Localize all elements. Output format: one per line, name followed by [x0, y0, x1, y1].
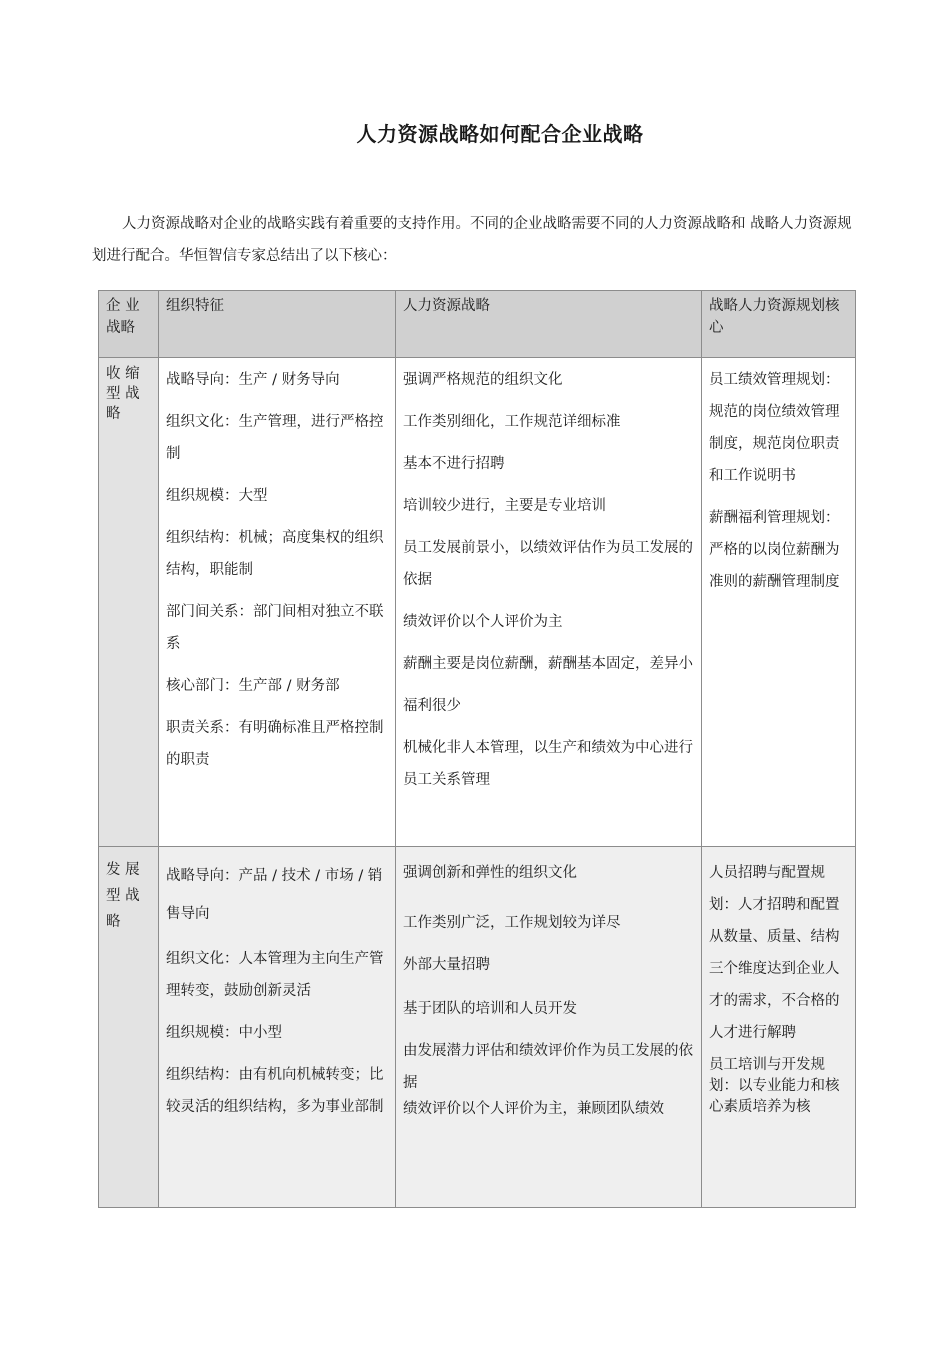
core-item: 人员招聘与配置规划：人才招聘和配置从数量、质量、结构三个维度达到企业人才的需求，不合格的人才进行解聘: [709, 865, 840, 1041]
hr-item: 员工发展前景小，以绩效评估作为员工发展的依据: [403, 540, 693, 588]
feature-item: 组织规模：大型: [166, 488, 268, 504]
hr-item: 基本不进行招聘: [403, 456, 505, 472]
hr-item: 基于团队的培训和人员开发: [403, 1001, 577, 1017]
feature-item: 组织文化：生产管理，进行严格控制: [166, 414, 384, 462]
strategy-name: 发 展 型 战 略: [99, 847, 159, 1208]
hr-item: 绩效评价以个人评价为主，兼顾团队绩效: [403, 1101, 664, 1117]
header-corporate-strategy: 企 业 战略: [99, 291, 159, 358]
hr-item: 工作类别广泛，工作规划较为详尽: [403, 915, 621, 931]
hr-item: 薪酬主要是岗位薪酬，薪酬基本固定，差异小: [403, 656, 693, 672]
core-item: 员工培训与开发规划：以专业能力和核心素质培养为核: [709, 1057, 840, 1115]
feature-item: 核心部门：生产部 / 财务部: [166, 678, 340, 694]
hr-item: 强调严格规范的组织文化: [403, 372, 563, 388]
page-title: 人力资源战略如何配合企业战略: [356, 122, 644, 146]
feature-item: 组织文化：人本管理为主向生产管理转变，鼓励创新灵活: [166, 951, 384, 999]
feature-item: 职责关系：有明确标准且严格控制的职责: [166, 720, 384, 768]
strategy-table: [98, 290, 856, 1208]
feature-item: 组织结构：机械；高度集权的组织结构，职能制: [166, 530, 384, 578]
hr-item: 强调创新和弹性的组织文化: [403, 865, 577, 881]
org-features-cell: [159, 847, 396, 1208]
feature-item: 战略导向：产品 / 技术 / 市场 / 销售导向: [166, 868, 383, 922]
planning-core-cell: [702, 847, 856, 1208]
planning-core-cell: [702, 358, 856, 847]
feature-item: 组织规模：中小型: [166, 1025, 282, 1041]
hr-item: 绩效评价以个人评价为主: [403, 614, 563, 630]
header-org-features: 组织特征: [159, 291, 396, 358]
feature-item: 部门间关系：部门间相对独立不联系: [166, 604, 384, 652]
core-item: 员工绩效管理规划：规范的岗位绩效管理制度，规范岗位职责和工作说明书: [709, 372, 840, 484]
hr-strategy-cell: [396, 847, 702, 1208]
hr-item: 由发展潜力评估和绩效评价作为员工发展的依据: [403, 1043, 693, 1091]
header-planning-core: 战略人力资源规划核心: [702, 291, 856, 358]
table-row: [99, 847, 856, 1208]
feature-item: 战略导向：生产 / 财务导向: [166, 372, 340, 388]
table-header-row: [99, 291, 856, 358]
core-item: 薪酬福利管理规划：严格的以岗位薪酬为准则的薪酬管理制度: [709, 510, 840, 590]
table-row: [99, 358, 856, 847]
hr-item: 福利很少: [403, 698, 461, 714]
hr-item: 工作类别细化，工作规范详细标准: [403, 414, 621, 430]
hr-item: 培训较少进行，主要是专业培训: [403, 498, 606, 514]
feature-item: 组织结构：由有机向机械转变；比较灵活的组织结构，多为事业部制: [166, 1067, 384, 1115]
header-hr-strategy: 人力资源战略: [396, 291, 702, 358]
hr-strategy-cell: [396, 358, 702, 847]
hr-item: 外部大量招聘: [403, 957, 490, 973]
hr-item: 机械化非人本管理，以生产和绩效为中心进行员工关系管理: [403, 740, 693, 788]
intro-paragraph: 人力资源战略对企业的战略实践有着重要的支持作用。不同的企业战略需要不同的人力资源战略和 战略人力资源规划进行配合。华恒智信专家总结出了以下核心：: [92, 216, 852, 264]
org-features-cell: [159, 358, 396, 847]
strategy-name: 收 缩 型 战 略: [99, 358, 159, 847]
